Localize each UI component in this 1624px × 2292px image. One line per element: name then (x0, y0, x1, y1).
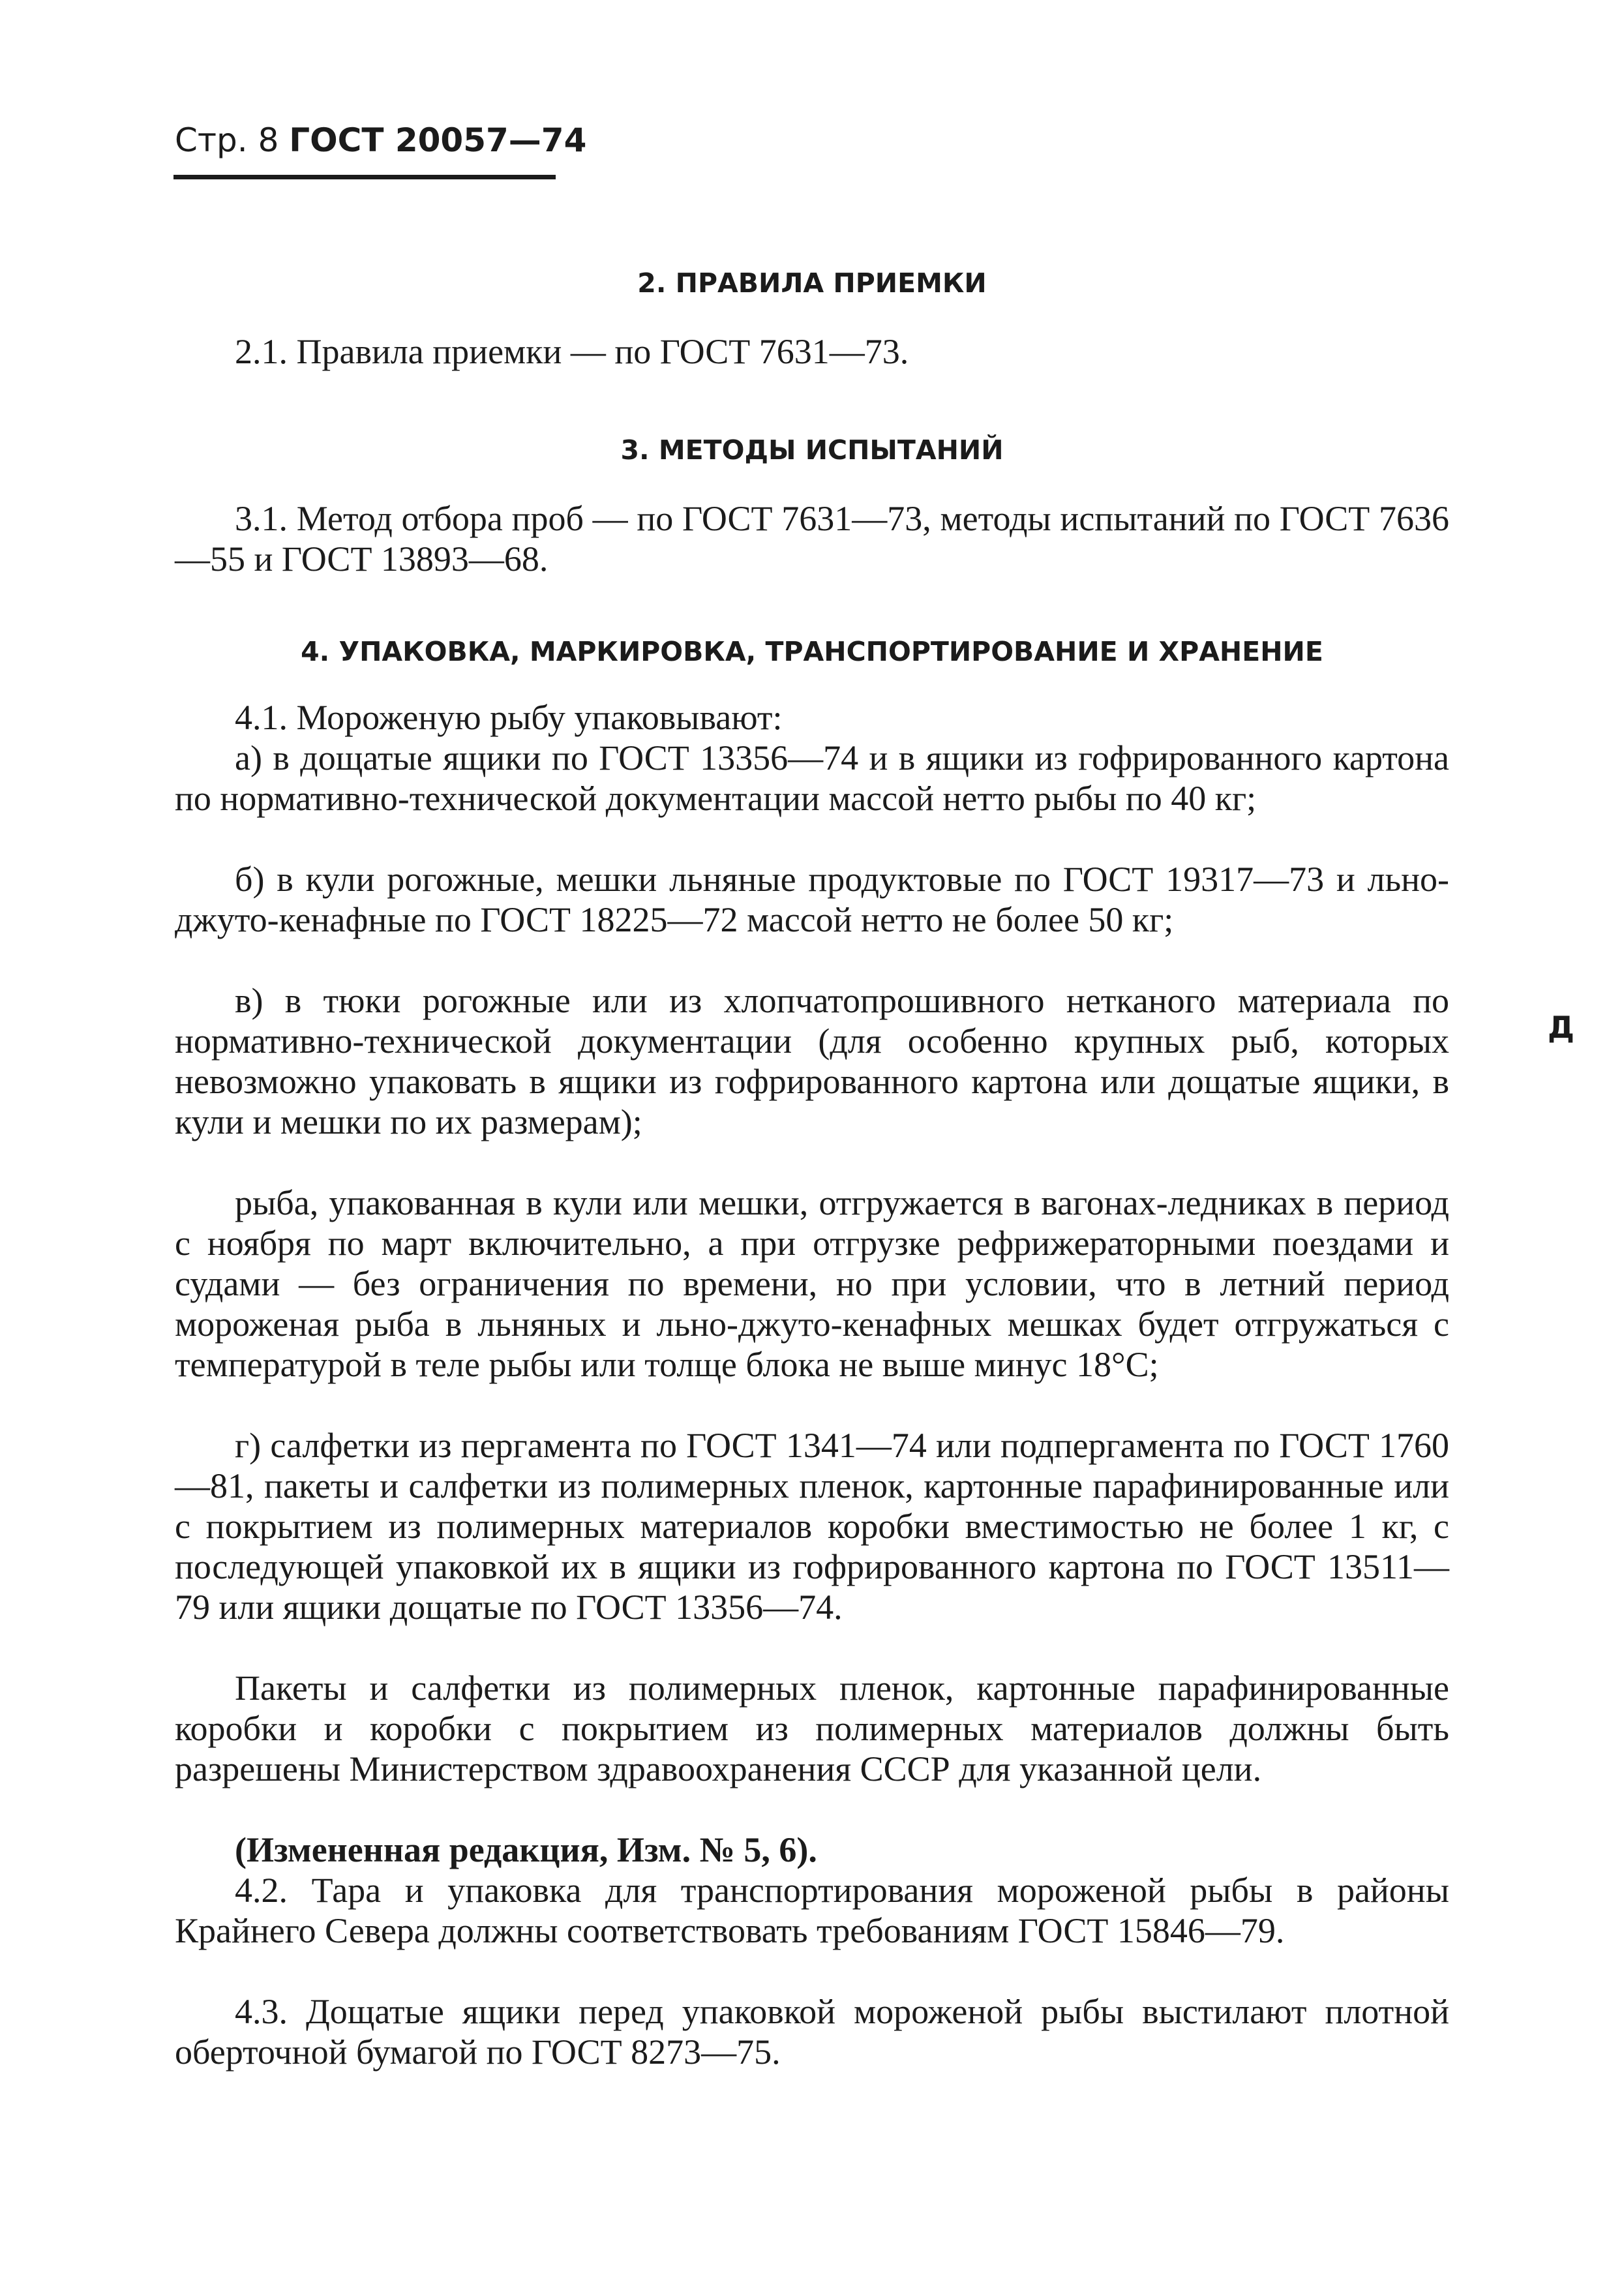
running-header (175, 121, 586, 159)
list-item-b: б) в кули рогожные, мешки льняные продуктовые по ГОСТ 19317—73 и льно-джуто-кенафные по ГОСТ 18225—72 массой нетто не более 50 кг; (175, 860, 1449, 939)
margin-mark: Д (1548, 1010, 1574, 1045)
page-label: Стр. 8 (175, 121, 279, 159)
paragraph-4-3: 4.3. Дощатые ящики перед упаковкой мороженой рыбы выстилают плотной оберточной бумагой по ГОСТ 8273—75. (175, 1992, 1449, 2072)
amendment-note: (Измененная редакция, Изм. № 5, 6). (235, 1830, 817, 1869)
paragraph-4-2: 4.2. Тара и упаковка для транспортирования мороженой рыбы в районы Крайнего Севера должны соответствовать требованиям ГОСТ 15846—79. (175, 1871, 1449, 1950)
header-rule (173, 175, 556, 179)
section-3-title: 3. МЕТОДЫ ИСПЫТАНИЙ (620, 434, 1004, 466)
section-2-title: 2. ПРАВИЛА ПРИЕМКИ (637, 267, 987, 299)
list-item-v: в) в тюки рогожные или из хлопчатопрошивного нетканого материала по нормативно-технической документации (для особенно крупных рыб, которых невозможно упаковать в ящики из гофрированного картона или дощатые ящики, в кули и мешки по их размерам); (175, 981, 1449, 1141)
paragraph-packets: Пакеты и салфетки из полимерных пленок, картонные парафинированные коробки и коробки с покрытием из полимерных материалов должны быть разрешены Министерством здравоохранения СССР для указанной цели. (175, 1668, 1449, 1788)
paragraph-2-1: 2.1. Правила приемки — по ГОСТ 7631—73. (235, 332, 909, 371)
section-4-title: 4. УПАКОВКА, МАРКИРОВКА, ТРАНСПОРТИРОВАНИЕ И ХРАНЕНИЕ (301, 636, 1323, 667)
paragraph-4-1: 4.1. Мороженую рыбу упаковывают: (235, 698, 783, 737)
list-item-a: а) в дощатые ящики по ГОСТ 13356—74 и в ящики из гофрированного картона по нормативно-технической документации массой нетто рыбы по 40 кг; (175, 738, 1449, 818)
paragraph-fish-shipping: рыба, упакованная в кули или мешки, отгружается в вагонах-ледниках в период с ноября по март включительно, а при отгрузке рефрижераторными поездами и судами — без ограничения по времени, но при условии, что в летний период мороженая рыба в льняных и льно-джуто-кенафных мешках будет отгружаться с температурой в теле рыбы или толще блока не выше минус 18°С; (175, 1183, 1449, 1384)
paragraph-3-1: 3.1. Метод отбора проб — по ГОСТ 7631—73, методы испытаний по ГОСТ 7636—55 и ГОСТ 13893—68. (175, 499, 1449, 579)
standard-number: ГОСТ 20057—74 (289, 121, 587, 159)
list-item-g: г) салфетки из пергамента по ГОСТ 1341—74 или подпергамента по ГОСТ 1760—81, пакеты и салфетки из полимерных пленок, картонные парафинированные или с покрытием из полимерных материалов коробки вместимостью не более 1 кг, с последующей упаковкой их в ящики из гофрированного картона по ГОСТ 13511—79 или ящики дощатые по ГОСТ 13356—74. (175, 1426, 1449, 1627)
